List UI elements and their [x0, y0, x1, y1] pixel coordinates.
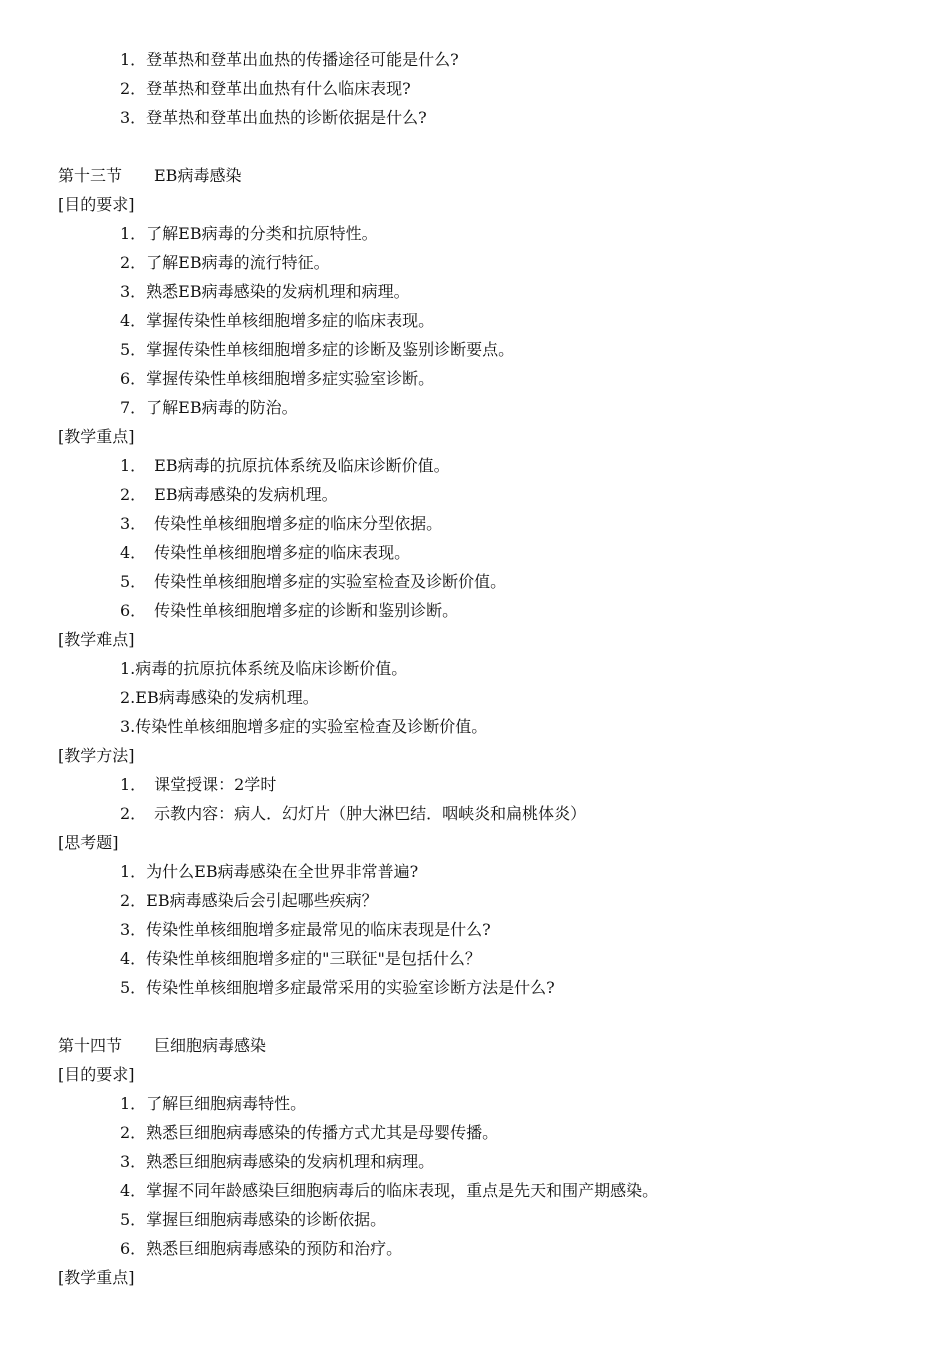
objective-item: 1．了解EB病毒的分类和抗原特性。	[120, 224, 378, 243]
method-item: 1． 课堂授课：2学时	[120, 775, 277, 794]
heading-key-points: [教学重点]	[58, 427, 135, 446]
difficulty-item: 2.EB病毒感染的发病机理。	[120, 688, 319, 707]
objective-item: 5．掌握传染性单核细胞增多症的诊断及鉴别诊断要点。	[120, 340, 515, 359]
key-point-item: 2． EB病毒感染的发病机理。	[120, 485, 338, 504]
heading-questions: [思考题]	[58, 833, 119, 852]
question-item: 5．传染性单核细胞增多症最常采用的实验室诊断方法是什么?	[120, 978, 555, 997]
question-item: 4．传染性单核细胞增多症的"三联征"是包括什么？	[120, 949, 481, 968]
objective-item: 3．熟悉EB病毒感染的发病机理和病理。	[120, 282, 410, 301]
difficulty-item: 1.病毒的抗原抗体系统及临床诊断价值。	[120, 659, 408, 678]
method-item: 2． 示教内容：病人．幻灯片（肿大淋巴结．咽峡炎和扁桃体炎）	[120, 804, 587, 823]
objective-item: 4．掌握不同年龄感染巨细胞病毒后的临床表现，重点是先天和围产期感染。	[120, 1181, 659, 1200]
section-14-title: 第十四节 巨细胞病毒感染	[58, 1036, 267, 1055]
key-point-item: 3． 传染性单核细胞增多症的临床分型依据。	[120, 514, 443, 533]
key-point-item: 5． 传染性单核细胞增多症的实验室检查及诊断价值。	[120, 572, 507, 591]
key-point-item: 1． EB病毒的抗原抗体系统及临床诊断价值。	[120, 456, 450, 475]
question-item: 3．传染性单核细胞增多症最常见的临床表现是什么?	[120, 920, 491, 939]
objective-item: 1．了解巨细胞病毒特性。	[120, 1094, 307, 1113]
objective-item: 6．掌握传染性单核细胞增多症实验室诊断。	[120, 369, 435, 388]
objective-item: 7．了解EB病毒的防治。	[120, 398, 298, 417]
objective-item: 6．熟悉巨细胞病毒感染的预防和治疗。	[120, 1239, 403, 1258]
difficulty-item: 3.传染性单核细胞增多症的实验室检查及诊断价值。	[120, 717, 488, 736]
question-1: 1．登革热和登革出血热的传播途径可能是什么?	[120, 50, 459, 69]
question-item: 2．EB病毒感染后会引起哪些疾病？	[120, 891, 378, 910]
question-3: 3．登革热和登革出血热的诊断依据是什么?	[120, 108, 427, 127]
section-13-title: 第十三节 EB病毒感染	[58, 166, 242, 185]
heading-difficulties: [教学难点]	[58, 630, 135, 649]
objective-item: 2．了解EB病毒的流行特征。	[120, 253, 330, 272]
heading-objectives: [目的要求]	[58, 1065, 135, 1084]
key-point-item: 4． 传染性单核细胞增多症的临床表现。	[120, 543, 411, 562]
question-2: 2．登革热和登革出血热有什么临床表现?	[120, 79, 411, 98]
question-item: 1．为什么EB病毒感染在全世界非常普遍?	[120, 862, 419, 881]
heading-methods: [教学方法]	[58, 746, 135, 765]
heading-objectives: [目的要求]	[58, 195, 135, 214]
objective-item: 3．熟悉巨细胞病毒感染的发病机理和病理。	[120, 1152, 435, 1171]
objective-item: 5．掌握巨细胞病毒感染的诊断依据。	[120, 1210, 387, 1229]
objective-item: 4．掌握传染性单核细胞增多症的临床表现。	[120, 311, 435, 330]
key-point-item: 6． 传染性单核细胞增多症的诊断和鉴别诊断。	[120, 601, 459, 620]
heading-key-points: [教学重点]	[58, 1268, 135, 1287]
objective-item: 2．熟悉巨细胞病毒感染的传播方式尤其是母婴传播。	[120, 1123, 499, 1142]
